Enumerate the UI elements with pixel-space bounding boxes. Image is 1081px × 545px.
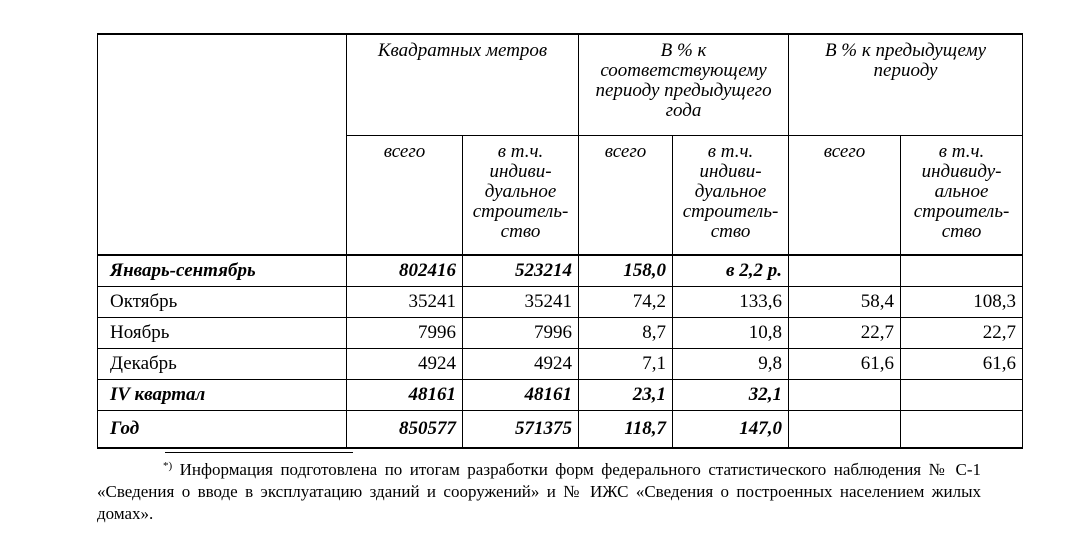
header-row-groups	[98, 34, 1023, 136]
row-label: Октябрь	[98, 287, 347, 318]
cell-py-individual: 32,1	[673, 380, 789, 411]
row-label: Январь-сентябрь	[98, 255, 347, 287]
housing-statistics-table	[97, 33, 1023, 449]
cell-py-total: 118,7	[579, 411, 673, 449]
cell-py-individual: 9,8	[673, 349, 789, 380]
cell-py-individual: 133,6	[673, 287, 789, 318]
header-sq-individual: в т.ч. индиви-дуальное строитель-ство	[463, 136, 579, 256]
cell-py-total: 158,0	[579, 255, 673, 287]
cell-py-total: 8,7	[579, 318, 673, 349]
cell-sq-individual: 35241	[463, 287, 579, 318]
table-row	[98, 318, 1023, 349]
cell-pp-total: 22,7	[789, 318, 901, 349]
cell-sq-total: 802416	[347, 255, 463, 287]
header-py-total: всего	[579, 136, 673, 256]
header-pp-individual: в т.ч. индивиду-альное строитель-ство	[901, 136, 1023, 256]
cell-pp-individual: 61,6	[901, 349, 1023, 380]
header-pp-total: всего	[789, 136, 901, 256]
table-row	[98, 287, 1023, 318]
cell-pp-individual: 108,3	[901, 287, 1023, 318]
cell-py-total: 23,1	[579, 380, 673, 411]
cell-pp-individual	[901, 255, 1023, 287]
header-py-individual: в т.ч. индиви-дуальное строитель-ство	[673, 136, 789, 256]
footnote-divider	[165, 452, 353, 453]
cell-pp-individual	[901, 380, 1023, 411]
cell-pp-total	[789, 255, 901, 287]
row-label: Год	[98, 411, 347, 449]
cell-sq-total: 4924	[347, 349, 463, 380]
header-corner-cell	[98, 34, 347, 255]
table-row	[98, 411, 1023, 449]
cell-py-individual: в 2,2 р.	[673, 255, 789, 287]
footnote-mark: *)	[163, 460, 173, 472]
cell-sq-total: 850577	[347, 411, 463, 449]
cell-sq-individual: 571375	[463, 411, 579, 449]
cell-sq-total: 7996	[347, 318, 463, 349]
footnote-text: Информация подготовлена по итогам разработки форм федерального статистического наблюдения № С-1 «Сведения о вводе в эксплуатацию зданий и сооружений» и № ИЖС «Сведения о построенных населением жилых домах».	[97, 460, 982, 523]
header-percent-prev-year: В % к соответствующему периоду предыдущего года	[579, 34, 789, 136]
cell-pp-individual	[901, 411, 1023, 449]
cell-sq-individual: 4924	[463, 349, 579, 380]
cell-py-total: 7,1	[579, 349, 673, 380]
header-square-meters: Квадратных метров	[347, 34, 579, 136]
cell-py-total: 74,2	[579, 287, 673, 318]
cell-py-individual: 10,8	[673, 318, 789, 349]
cell-pp-total	[789, 411, 901, 449]
cell-py-individual: 147,0	[673, 411, 789, 449]
cell-pp-total	[789, 380, 901, 411]
cell-sq-total: 48161	[347, 380, 463, 411]
cell-sq-individual: 48161	[463, 380, 579, 411]
cell-pp-total: 61,6	[789, 349, 901, 380]
cell-sq-total: 35241	[347, 287, 463, 318]
table-row	[98, 255, 1023, 287]
row-label: Декабрь	[98, 349, 347, 380]
cell-pp-total: 58,4	[789, 287, 901, 318]
row-label: IV квартал	[98, 380, 347, 411]
cell-sq-individual: 7996	[463, 318, 579, 349]
header-sq-total: всего	[347, 136, 463, 256]
cell-pp-individual: 22,7	[901, 318, 1023, 349]
table-row	[98, 349, 1023, 380]
header-percent-prev-period: В % к предыдущему периоду	[789, 34, 1023, 136]
footnote	[97, 455, 981, 525]
cell-sq-individual: 523214	[463, 255, 579, 287]
row-label: Ноябрь	[98, 318, 347, 349]
table-row	[98, 380, 1023, 411]
